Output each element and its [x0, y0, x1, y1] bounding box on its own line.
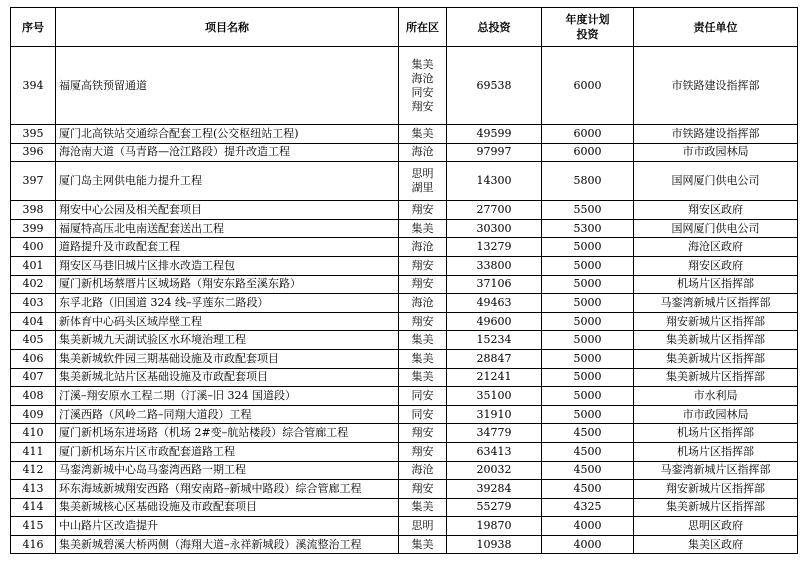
- row-number: 412: [11, 461, 56, 480]
- row-number: 396: [11, 143, 56, 162]
- row-number: 402: [11, 275, 56, 294]
- annual-plan-investment: 5000: [542, 238, 634, 257]
- district-name: 湖里: [411, 181, 434, 195]
- project-name: 东孚北路（旧国道 324 线–孚莲东二路段）: [56, 294, 399, 313]
- responsible-unit: 市铁路建设指挥部: [634, 125, 798, 144]
- annual-plan-investment: 6000: [542, 125, 634, 144]
- district: [399, 368, 447, 387]
- responsible-unit: 集美区政府: [634, 535, 798, 554]
- total-investment: 31910: [447, 405, 542, 424]
- district-name: 同安: [411, 85, 434, 99]
- responsible-unit: 机场片区指挥部: [634, 275, 798, 294]
- annual-plan-investment: 5000: [542, 349, 634, 368]
- total-investment: 20032: [447, 461, 542, 480]
- district-name: 集美: [411, 370, 434, 384]
- row-number: 398: [11, 201, 56, 220]
- district-name: 同安: [411, 407, 434, 421]
- total-investment: 49463: [447, 294, 542, 313]
- project-name: 厦门岛主网供电能力提升工程: [56, 162, 399, 201]
- row-number: 403: [11, 294, 56, 313]
- annual-plan-investment: 4500: [542, 442, 634, 461]
- row-number: 394: [11, 47, 56, 125]
- row-number: 406: [11, 349, 56, 368]
- district: [399, 517, 447, 536]
- total-investment: 37106: [447, 275, 542, 294]
- district-name: 海沧: [411, 463, 434, 477]
- annual-plan-investment: 4325: [542, 498, 634, 517]
- annual-plan-investment: 5000: [542, 368, 634, 387]
- district-name: 翔安: [411, 99, 434, 113]
- annual-plan-investment: 5500: [542, 201, 634, 220]
- row-number: 395: [11, 125, 56, 144]
- table-row: [11, 201, 798, 220]
- district-name: 翔安: [411, 258, 434, 272]
- responsible-unit: 国网厦门供电公司: [634, 162, 798, 201]
- district: [399, 424, 447, 443]
- district-name: 思明: [411, 167, 434, 181]
- row-number: 407: [11, 368, 56, 387]
- district-name: 翔安: [411, 481, 434, 495]
- district-name: 同安: [411, 388, 434, 402]
- responsible-unit: 市铁路建设指挥部: [634, 47, 798, 125]
- total-investment: 39284: [447, 480, 542, 499]
- annual-plan-investment: 5000: [542, 331, 634, 350]
- project-name: 福厦特高压北电南送配套送出工程: [56, 219, 399, 238]
- project-name: 汀溪西路（风岭二路–同翔大道段）工程: [56, 405, 399, 424]
- row-number: 410: [11, 424, 56, 443]
- row-number: 414: [11, 498, 56, 517]
- responsible-unit: 翔安区政府: [634, 201, 798, 220]
- annual-plan-investment: 5300: [542, 219, 634, 238]
- annual-plan-investment: 5000: [542, 275, 634, 294]
- project-name: 集美新城碧溪大桥两侧（海翔大道–永祥新城段）溪流整治工程: [56, 535, 399, 554]
- district-name: 翔安: [411, 444, 434, 458]
- row-number: 401: [11, 256, 56, 275]
- header-no: 序号: [11, 8, 56, 47]
- annual-plan-investment: 6000: [542, 143, 634, 162]
- table-row: [11, 498, 798, 517]
- responsible-unit: 集美新城片区指挥部: [634, 368, 798, 387]
- project-name: 集美新城九天湖试验区水环境治理工程: [56, 331, 399, 350]
- district: [399, 47, 447, 125]
- responsible-unit: 市水利局: [634, 387, 798, 406]
- table-row: [11, 442, 798, 461]
- total-investment: 28847: [447, 349, 542, 368]
- district: [399, 498, 447, 517]
- table-row: [11, 535, 798, 554]
- district: [399, 480, 447, 499]
- district-name: 集美: [411, 500, 434, 514]
- district-name: 集美: [411, 126, 434, 140]
- annual-plan-investment: 4500: [542, 424, 634, 443]
- district-name: 集美: [411, 351, 434, 365]
- annual-plan-investment: 5000: [542, 312, 634, 331]
- table-row: [11, 517, 798, 536]
- responsible-unit: 海沧区政府: [634, 238, 798, 257]
- project-table: [10, 7, 798, 554]
- table-row: [11, 312, 798, 331]
- row-number: 411: [11, 442, 56, 461]
- district: [399, 294, 447, 313]
- district-name: 翔安: [411, 202, 434, 216]
- project-name: 厦门北高铁站交通综合配套工程(公交枢纽站工程): [56, 125, 399, 144]
- annual-plan-investment: 5000: [542, 405, 634, 424]
- total-investment: 55279: [447, 498, 542, 517]
- row-number: 397: [11, 162, 56, 201]
- district: [399, 405, 447, 424]
- responsible-unit: 马銮湾新城片区指挥部: [634, 461, 798, 480]
- district: [399, 256, 447, 275]
- annual-plan-investment: 4000: [542, 517, 634, 536]
- responsible-unit: 思明区政府: [634, 517, 798, 536]
- table-row: [11, 461, 798, 480]
- table-row: [11, 256, 798, 275]
- responsible-unit: 集美新城片区指挥部: [634, 331, 798, 350]
- table-row: [11, 331, 798, 350]
- table-row: [11, 162, 798, 201]
- district: [399, 219, 447, 238]
- district: [399, 143, 447, 162]
- row-number: 415: [11, 517, 56, 536]
- project-name: 海沧南大道（马青路—沧江路段）提升改造工程: [56, 143, 399, 162]
- row-number: 404: [11, 312, 56, 331]
- project-name: 集美新城核心区基础设施及市政配套项目: [56, 498, 399, 517]
- responsible-unit: 机场片区指挥部: [634, 442, 798, 461]
- project-name: 厦门新机场东进场路（机场 2#变–航站楼段）综合管廊工程: [56, 424, 399, 443]
- total-investment: 21241: [447, 368, 542, 387]
- district: [399, 535, 447, 554]
- total-investment: 49600: [447, 312, 542, 331]
- district-name: 翔安: [411, 277, 434, 291]
- table-row: [11, 125, 798, 144]
- project-name: 集美新城软件园三期基础设施及市政配套项目: [56, 349, 399, 368]
- table-row: [11, 349, 798, 368]
- project-name: 道路提升及市政配套工程: [56, 238, 399, 257]
- table-row: [11, 405, 798, 424]
- table-row: [11, 219, 798, 238]
- total-investment: 35100: [447, 387, 542, 406]
- total-investment: 10938: [447, 535, 542, 554]
- table-row: [11, 275, 798, 294]
- row-number: 408: [11, 387, 56, 406]
- annual-plan-investment: 6000: [542, 47, 634, 125]
- total-investment: 97997: [447, 143, 542, 162]
- table-row: [11, 47, 798, 125]
- annual-plan-investment: 4500: [542, 480, 634, 499]
- project-name: 福厦高铁预留通道: [56, 47, 399, 125]
- total-investment: 63413: [447, 442, 542, 461]
- district: [399, 331, 447, 350]
- project-name: 马銮湾新城中心岛马銮湾西路一期工程: [56, 461, 399, 480]
- district: [399, 125, 447, 144]
- total-investment: 15234: [447, 331, 542, 350]
- row-number: 405: [11, 331, 56, 350]
- responsible-unit: 市市政园林局: [634, 143, 798, 162]
- header-district: 所在区: [399, 8, 447, 47]
- table-row: [11, 424, 798, 443]
- project-name: 翔安区马巷旧城片区排水改造工程包: [56, 256, 399, 275]
- district: [399, 162, 447, 201]
- table-row: [11, 387, 798, 406]
- district: [399, 201, 447, 220]
- table-row: [11, 294, 798, 313]
- total-investment: 14300: [447, 162, 542, 201]
- table-row: [11, 480, 798, 499]
- responsible-unit: 市市政园林局: [634, 405, 798, 424]
- responsible-unit: 集美新城片区指挥部: [634, 349, 798, 368]
- project-name: 翔安中心公园及相关配套项目: [56, 201, 399, 220]
- project-name: 汀溪–翔安原水工程二期（汀溪–旧 324 国道段）: [56, 387, 399, 406]
- total-investment: 13279: [447, 238, 542, 257]
- district-name: 翔安: [411, 426, 434, 440]
- district-name: 海沧: [411, 71, 434, 85]
- header-responsible-unit: 责任单位: [634, 8, 798, 47]
- project-name: 厦门新机场东片区市政配套道路工程: [56, 442, 399, 461]
- table-row: [11, 238, 798, 257]
- total-investment: 27700: [447, 201, 542, 220]
- total-investment: 34779: [447, 424, 542, 443]
- responsible-unit: 集美新城片区指挥部: [634, 498, 798, 517]
- project-name: 集美新城北站片区基础设施及市政配套项目: [56, 368, 399, 387]
- annual-plan-investment: 5000: [542, 294, 634, 313]
- table-body: [11, 47, 798, 554]
- district-name: 翔安: [411, 314, 434, 328]
- row-number: 413: [11, 480, 56, 499]
- annual-plan-investment: 4500: [542, 461, 634, 480]
- row-number: 416: [11, 535, 56, 554]
- district: [399, 275, 447, 294]
- district-name: 集美: [411, 221, 434, 235]
- project-name: 厦门新机场蔡厝片区城场路（翔安东路至溪东路）: [56, 275, 399, 294]
- responsible-unit: 翔安新城片区指挥部: [634, 480, 798, 499]
- district-name: 集美: [411, 537, 434, 551]
- district: [399, 461, 447, 480]
- district-name: 思明: [411, 519, 434, 533]
- header-annual-plan-investment: 年度计划投资: [542, 8, 634, 47]
- annual-plan-investment: 5800: [542, 162, 634, 201]
- row-number: 409: [11, 405, 56, 424]
- annual-plan-investment: 5000: [542, 256, 634, 275]
- district: [399, 238, 447, 257]
- row-number: 399: [11, 219, 56, 238]
- header-row: [11, 8, 798, 47]
- total-investment: 33800: [447, 256, 542, 275]
- district-name: 集美: [411, 57, 434, 71]
- district: [399, 312, 447, 331]
- district-name: 海沧: [411, 145, 434, 159]
- district: [399, 387, 447, 406]
- table-row: [11, 368, 798, 387]
- total-investment: 30300: [447, 219, 542, 238]
- district: [399, 349, 447, 368]
- annual-plan-investment: 4000: [542, 535, 634, 554]
- project-name: 新体育中心码头区域岸壁工程: [56, 312, 399, 331]
- district-name: 集美: [411, 333, 434, 347]
- responsible-unit: 翔安区政府: [634, 256, 798, 275]
- responsible-unit: 国网厦门供电公司: [634, 219, 798, 238]
- table-row: [11, 143, 798, 162]
- total-investment: 69538: [447, 47, 542, 125]
- responsible-unit: 翔安新城片区指挥部: [634, 312, 798, 331]
- header-project-name: 项目名称: [56, 8, 399, 47]
- annual-plan-investment: 5000: [542, 387, 634, 406]
- project-name: 环东海域新城翔安西路（翔安南路–新城中路段）综合管廊工程: [56, 480, 399, 499]
- total-investment: 49599: [447, 125, 542, 144]
- responsible-unit: 马銮湾新城片区指挥部: [634, 294, 798, 313]
- header-total-investment: 总投资: [447, 8, 542, 47]
- district: [399, 442, 447, 461]
- project-name: 中山路片区改造提升: [56, 517, 399, 536]
- district-name: 海沧: [411, 240, 434, 254]
- district-name: 海沧: [411, 295, 434, 309]
- row-number: 400: [11, 238, 56, 257]
- total-investment: 19870: [447, 517, 542, 536]
- responsible-unit: 机场片区指挥部: [634, 424, 798, 443]
